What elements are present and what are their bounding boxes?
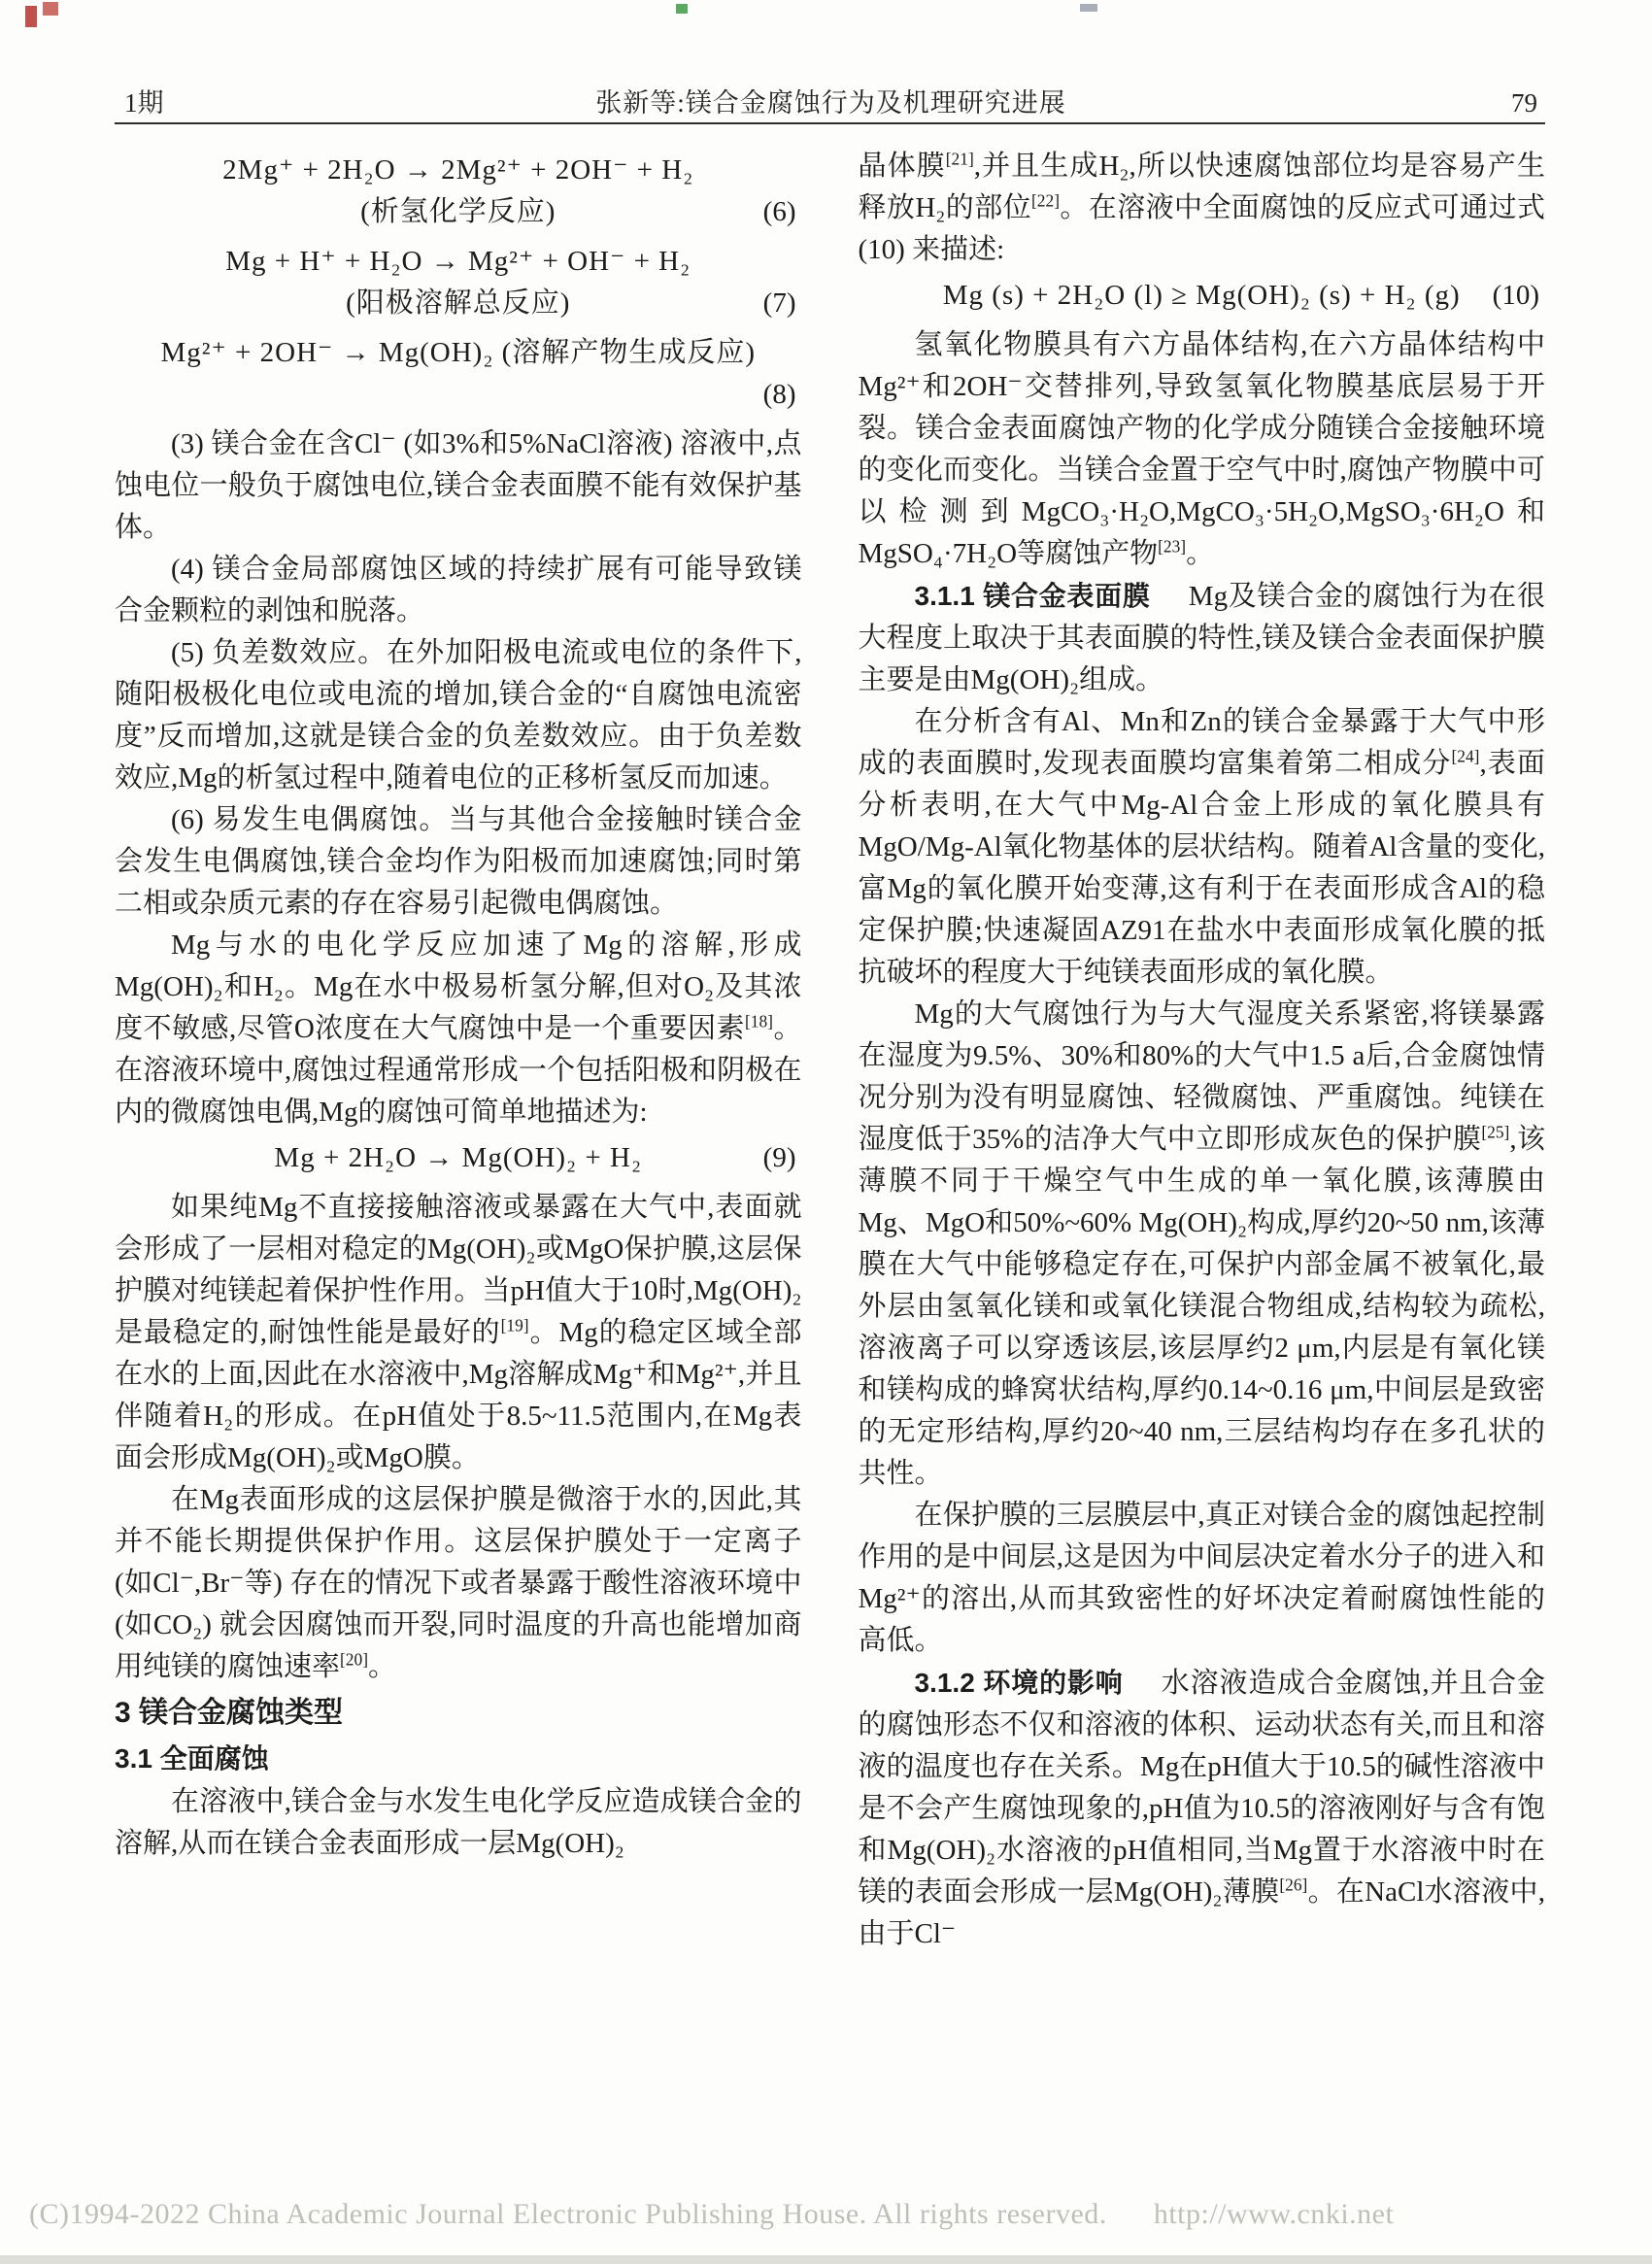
- equation-number: (7): [762, 287, 796, 319]
- paragraph: Mg与水的电化学反应加速了Mg的溶解,形成Mg(OH)₂和H₂。Mg在水中极易析氢分解,但对O₂及其浓度不敏感,尽管O浓度在大气腐蚀中是一个重要因素[18]。在溶液环境中,腐蚀过程通常形成一个包括阳极和阴极在内的微腐蚀电偶,Mg的腐蚀可简单地描述为:: [115, 929, 802, 1128]
- section-heading: 3 镁合金腐蚀类型: [115, 1697, 344, 1729]
- header-rule: [115, 122, 1545, 124]
- equation: [115, 241, 802, 324]
- running-title: 张新等:镁合金腐蚀行为及机理研究进展: [595, 88, 1066, 118]
- scan-artifact: [43, 2, 58, 16]
- equation: [115, 332, 802, 416]
- paragraph: 3.1.2 环境的影响 水溶液造成合金腐蚀,并且合金的腐蚀形态不仅和溶液的体积、运动状态有关,而且和溶液的温度也存在关系。Mg在pH值大于10.5的碱性溶液中是不会产生腐蚀现象的,pH值为10.5的溶液刚好与含有饱和Mg(OH)₂水溶液的pH值相同,当Mg置于水溶液中时在镁的表面会形成一层Mg(OH)₂薄膜[26]。在NaCl水溶液中,由于Cl⁻: [858, 1668, 1545, 1949]
- paragraph: 氢氧化物膜具有六方晶体结构,在六方晶体结构中Mg²⁺和2OH⁻交替排列,导致氢氧化物膜基底层易于开裂。镁合金表面腐蚀产物的化学成分随镁合金接触环境的变化而变化。当镁合金置于空气中时,腐蚀产物膜中可以检测到MgCO₃·H₂O,MgCO₃·5H₂O,MgSO₃·6H₂O和MgSO₄·7H₂O等腐蚀产物[23]。: [858, 329, 1545, 569]
- column-left: [115, 146, 802, 1955]
- page-number: 79: [1511, 88, 1537, 118]
- equation-text: Mg²⁺ + 2OH⁻ → Mg(OH)₂ (溶解产物生成反应): [160, 337, 756, 368]
- paragraph: 在溶液中,镁合金与水发生电化学反应造成镁合金的溶解,从而在镁合金表面形成一层Mg(OH)₂: [115, 1786, 802, 1859]
- equation-text: (析氢化学反应): [360, 196, 556, 227]
- paragraph: 晶体膜[21],并且生成H₂,所以快速腐蚀部位均是容易产生释放H₂的部位[22]。在溶液中全面腐蚀的反应式可通过式 (10) 来描述:: [858, 149, 1545, 265]
- paragraph: 如果纯Mg不直接接触溶液或暴露在大气中,表面就会形成了一层相对稳定的Mg(OH)₂或MgO保护膜,这层保护膜对纯镁起着保护性作用。当pH值大于10时,Mg(OH)₂是最稳定的,耐蚀性能是最好的[19]。Mg的稳定区域全部在水的上面,因此在水溶液中,Mg溶解成Mg⁺和Mg²⁺,并且伴随着H₂的形成。在pH值处于8.5~11.5范围内,在Mg表面会形成Mg(OH)₂或MgO膜。: [115, 1192, 802, 1473]
- equation-text: Mg (s) + 2H₂O (l) ≥ Mg(OH)₂ (s) + H₂ (g): [942, 280, 1461, 311]
- copyright-text: (C)1994-2022 China Academic Journal Electronic Publishing House. All rights reserved.: [29, 2198, 1107, 2230]
- page-footer: [29, 2198, 1623, 2231]
- equation: [115, 1137, 802, 1179]
- scan-artifact: [0, 2255, 1652, 2264]
- column-right: [859, 146, 1546, 1955]
- paragraph: (4) 镁合金局部腐蚀区域的持续扩展有可能导致镁合金颗粒的剥蚀和脱落。: [115, 554, 802, 626]
- equation-number: (10): [1492, 280, 1539, 311]
- scan-artifact: [1080, 4, 1097, 12]
- scan-artifact: [25, 6, 37, 27]
- equation-number: (8): [762, 379, 796, 410]
- run-in-heading: 3.1.2 环境的影响: [914, 1668, 1124, 1698]
- paragraph: (5) 负差数效应。在外加阳极电流或电位的条件下,随阳极极化电位或电流的增加,镁合金的“自腐蚀电流密度”反而增加,这就是镁合金的负差数效应。由于负差数效应,Mg的析氢过程中,随着电位的正移析氢反而加速。: [115, 637, 802, 794]
- paragraph: 在保护膜的三层膜层中,真正对镁合金的腐蚀起控制作用的是中间层,这是因为中间层决定着水分子的进入和Mg²⁺的溶出,从而其致密性的好坏决定着耐腐蚀性能的高低。: [858, 1500, 1545, 1656]
- run-in-heading: 3.1.1 镁合金表面膜: [914, 581, 1151, 611]
- issue-label: 1期: [124, 88, 164, 118]
- paragraph: Mg的大气腐蚀行为与大气湿度关系紧密,将镁暴露在湿度为9.5%、30%和80%的大气中1.5 a后,合金腐蚀情况分别为没有明显腐蚀、轻微腐蚀、严重腐蚀。纯镁在湿度低于35%的洁净大气中立即形成灰色的保护膜[25],该薄膜不同于干燥空气中生成的单一氧化膜,该薄膜由Mg、MgO和50%~60% Mg(OH)₂构成,厚约20~50 nm,该薄膜在大气中能够稳定存在,可保护内部金属不被氧化,最外层由氢氧化镁和或氧化镁混合物组成,结构较为疏松,溶液离子可以穿透该层,该层厚约2 μm,内层是有氧化镁和镁构成的蜂窝状结构,厚约0.14~0.16 μm,中间层是致密的无定形结构,厚约20~40 nm,三层结构均存在多孔状的共性。: [858, 998, 1545, 1489]
- paragraph: 在分析含有Al、Mn和Zn的镁合金暴露于大气中形成的表面膜时,发现表面膜均富集着第二相成分[24],表面分析表明,在大气中Mg-Al合金上形成的氧化膜具有MgO/Mg-Al氧化物基体的层状结构。随着Al含量的变化,富Mg的氧化膜开始变薄,这有利于在表面形成含Al的稳定保护膜;快速凝固AZ91在盐水中表面形成氧化膜的抵抗破坏的程度大于纯镁表面形成的氧化膜。: [858, 706, 1545, 988]
- paragraph: 3.1.1 镁合金表面膜 Mg及镁合金的腐蚀行为在很大程度上取决于其表面膜的特性,镁及镁合金表面保护膜主要是由Mg(OH)₂组成。: [858, 581, 1545, 695]
- equation: [859, 275, 1546, 317]
- paragraph: 在Mg表面形成的这层保护膜是微溶于水的,因此,其并不能长期提供保护作用。这层保护膜处于一定离子 (如Cl⁻,Br⁻等) 存在的情况下或者暴露于酸性溶液环境中 (如CO₂) 就会因腐蚀而开裂,同时温度的升高也能增加商用纯镁的腐蚀速率[20]。: [115, 1484, 802, 1682]
- footer-url: http://www.cnki.net: [1153, 2198, 1395, 2230]
- equation-text: Mg + 2H₂O → Mg(OH)₂ + H₂: [274, 1142, 643, 1173]
- scan-artifact: [676, 4, 688, 14]
- equation-number: (6): [762, 196, 796, 227]
- equation-text: (阳极溶解总反应): [346, 287, 571, 319]
- paragraph: (6) 易发生电偶腐蚀。当与其他合金接触时镁合金会发生电偶腐蚀,镁合金均作为阳极而加速腐蚀;同时第二相或杂质元素的存在容易引起微电偶腐蚀。: [115, 804, 802, 919]
- paragraph: (3) 镁合金在含Cl⁻ (如3%和5%NaCl溶液) 溶液中,点蚀电位一般负于腐蚀电位,镁合金表面膜不能有效保护基体。: [115, 428, 802, 543]
- section-heading: 3.1 全面腐蚀: [115, 1743, 269, 1774]
- equation-number: (9): [762, 1142, 796, 1173]
- equation-text: Mg + H⁺ + H₂O → Mg²⁺ + OH⁻ + H₂: [225, 246, 691, 277]
- page-body: [115, 146, 1545, 1955]
- page-header: [124, 82, 1537, 119]
- equation-text: 2Mg⁺ + 2H₂O → 2Mg²⁺ + 2OH⁻ + H₂: [222, 154, 694, 186]
- equation: [115, 150, 802, 233]
